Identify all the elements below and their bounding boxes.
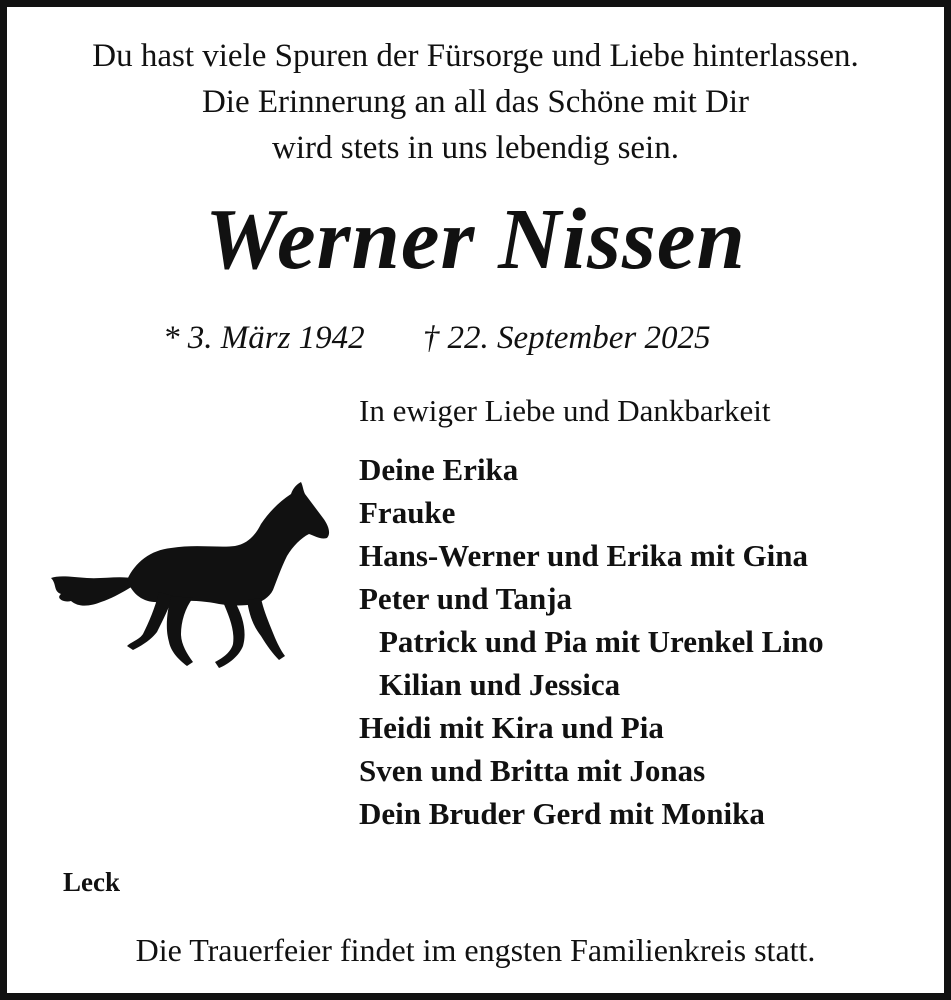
life-dates [163,315,710,361]
mourners-list [359,448,824,835]
ceremony-note: Die Trauerfeier findet im engsten Familienkreis statt. [135,932,816,968]
mourner: Peter und Tanja [359,581,573,616]
death-date: † 22. September 2025 [422,320,711,356]
mourner: Kilian und Jessica [379,667,621,702]
mourner: Patrick und Pia mit Urenkel Lino [379,624,824,659]
verse-line-2: Die Erinnerung an all das Schöne mit Dir [201,84,750,120]
mourner: Heidi mit Kira und Pia [359,710,664,745]
mourner: Frauke [359,495,456,530]
mourner: Dein Bruder Gerd mit Monika [359,796,765,831]
memorial-verse [7,33,944,171]
verse-line-1: Du hast viele Spuren der Fürsorge und Liebe hinterlassen. [92,38,859,74]
dedication-line: In ewiger Liebe und Dankbarkeit [359,393,771,428]
birth-date: * 3. März 1942 [163,320,365,356]
deceased-name: Werner Nissen [205,190,746,287]
mourner: Sven und Britta mit Jonas [359,753,706,788]
mourner: Deine Erika [359,452,519,487]
verse-line-3: wird stets in uns lebendig sein. [272,130,679,166]
mourner: Hans-Werner und Erika mit Gina [359,538,808,573]
galloping-horse-silhouette-icon [47,480,332,675]
place-name: Leck [63,867,120,897]
